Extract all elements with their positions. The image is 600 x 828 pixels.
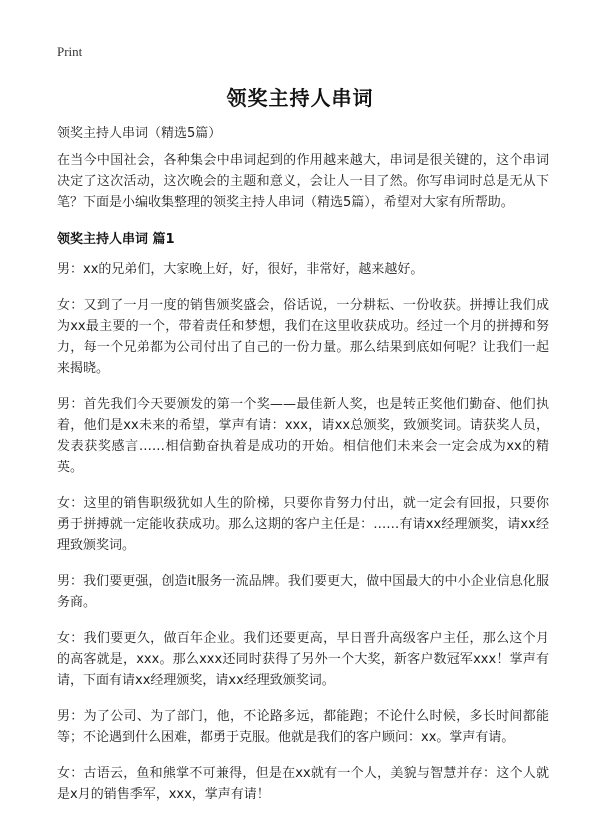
page-subtitle: 领奖主持人串词（精选5篇） <box>57 126 222 141</box>
paragraph: 女：又到了一月一度的销售颁奖盛会，俗话说，一分耕耘、一份收获。拼搏让我们成为xx最主要的一个，带着责任和梦想，我们在这里收获成功。经过一个月的拼搏和努力，每一个兄弟都为公司付出了自己的一份力量。那么结果到底如何呢？让我们一起来揭晓。 <box>57 298 549 376</box>
paragraph: 男：为了公司、为了部门，他，不论路多远，都能跑；不论什么时候，多长时间都能等；不论遇到什么困难，都勇于克服。他就是我们的客户顾问：xx。掌声有请。 <box>57 709 549 745</box>
paragraph: 男：我们要更强，创造it服务一流品牌。我们要更大，做中国最大的中小企业信息化服务商。 <box>57 574 549 610</box>
paragraph: 男：首先我们今天要颁发的第一个奖——最佳新人奖，也是转正奖他们勤奋、他们执着，他们是xx未来的希望，掌声有请：xxx，请xx总颁奖，致颁奖词。请获奖人员，发表获奖感言……相信勤奋执着是成功的开始。相信他们未来会一定会成为xx的精英。 <box>57 397 549 475</box>
print-link[interactable]: Print <box>57 44 83 59</box>
document-body <box>57 150 549 820</box>
paragraph: 女：这里的销售职级犹如人生的阶梯，只要你肯努力付出，就一定会有回报，只要你勇于拼搏就一定能收获成功。那么这期的客户主任是：……有请xx经理颁奖，请xx经理致颁奖词。 <box>57 496 549 553</box>
page-title: 领奖主持人串词 <box>226 86 374 110</box>
paragraph: 男：xx的兄弟们，大家晚上好，好，很好，非常好，越来越好。 <box>57 262 424 277</box>
intro-paragraph: 在当今中国社会，各种集会中串词起到的作用越来越大，串词是很关键的，这个串词决定了这次活动，这次晚会的主题和意义，会让人一目了然。你写串词时总是无从下笔？下面是小编收集整理的领奖主持人串词（精选5篇），希望对大家有所帮助。 <box>57 153 549 210</box>
section-heading: 领奖主持人串词 篇1 <box>57 232 175 247</box>
paragraph: 女：我们要更久，做百年企业。我们还要更高，早日晋升高级客户主任，那么这个月的高客就是，xxx。那么xxx还同时获得了另外一个大奖，新客户数冠军xxx！掌声有请，下面有请xx经理颁奖，请xx经理致颁奖词。 <box>57 631 549 688</box>
paragraph: 女：古语云，鱼和熊掌不可兼得，但是在xx就有一个人，美貌与智慧并存：这个人就是x月的销售季军，xxx，掌声有请！ <box>57 766 549 802</box>
